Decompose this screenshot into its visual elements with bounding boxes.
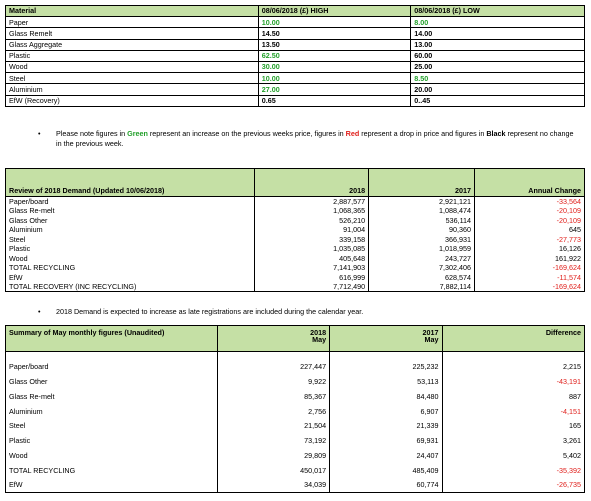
demand-header-title: Review of 2018 Demand (Updated 10/06/2018) xyxy=(6,169,255,197)
price-row xyxy=(6,28,585,39)
demand-header-row xyxy=(6,169,585,197)
may-2017: 24,407 xyxy=(330,448,442,463)
may-2017: 225,232 xyxy=(330,360,442,375)
demand-2017: 536,114 xyxy=(369,216,475,226)
may-difference: -4,151 xyxy=(442,404,584,419)
demand-material: TOTAL RECOVERY (INC RECYCLING) xyxy=(6,282,255,292)
price-high: 10.00 xyxy=(258,17,410,28)
may-row xyxy=(6,433,585,448)
may-header-difference: Difference xyxy=(442,326,584,352)
price-low: 14.00 xyxy=(411,28,585,39)
may-material: EfW xyxy=(6,478,218,493)
demand-2017: 7,882,114 xyxy=(369,282,475,292)
demand-material: EfW xyxy=(6,273,255,283)
price-material: Glass Aggregate xyxy=(6,39,259,50)
prices-table xyxy=(5,5,585,107)
price-high: 0.65 xyxy=(258,95,410,106)
may-2018: 21,504 xyxy=(217,419,329,434)
demand-2018: 2,887,577 xyxy=(254,197,368,207)
may-row xyxy=(6,478,585,493)
may-difference: -43,191 xyxy=(442,374,584,389)
demand-2017: 1,088,474 xyxy=(369,206,475,216)
may-2018: 227,447 xyxy=(217,360,329,375)
price-material: Wood xyxy=(6,61,259,72)
price-low: 20.00 xyxy=(411,84,585,95)
prices-header-high: 08/06/2018 (£) HIGH xyxy=(258,6,410,17)
demand-2017: 366,931 xyxy=(369,235,475,245)
demand-row xyxy=(6,273,585,283)
price-low: 13.00 xyxy=(411,39,585,50)
may-2017: 21,339 xyxy=(330,419,442,434)
demand-material: Glass Re-melt xyxy=(6,206,255,216)
may-material: Steel xyxy=(6,419,218,434)
may-header-row xyxy=(6,326,585,352)
may-header-2018-year: 2018 xyxy=(310,328,327,337)
price-high: 27.00 xyxy=(258,84,410,95)
price-high: 30.00 xyxy=(258,61,410,72)
demand-2017: 2,921,121 xyxy=(369,197,475,207)
demand-change: 16,126 xyxy=(475,244,585,254)
demand-change: -11,574 xyxy=(475,273,585,283)
note-black-word: Black xyxy=(486,129,506,138)
demand-row xyxy=(6,282,585,292)
price-material: Plastic xyxy=(6,50,259,61)
may-2017: 84,480 xyxy=(330,389,442,404)
may-2017: 60,774 xyxy=(330,478,442,493)
price-material: Aluminium xyxy=(6,84,259,95)
demand-material: Plastic xyxy=(6,244,255,254)
prices-header-material: Material xyxy=(6,6,259,17)
demand-change: -27,773 xyxy=(475,235,585,245)
may-2018: 29,809 xyxy=(217,448,329,463)
demand-2018: 1,068,365 xyxy=(254,206,368,216)
note-part-2: represent an increase on the previous weeks price, figures in xyxy=(147,129,346,138)
may-header-title: Summary of May monthly figures (Unaudited) xyxy=(6,326,218,352)
may-header-2017-month: May xyxy=(424,335,439,345)
demand-change: 645 xyxy=(475,225,585,235)
demand-material: Aluminium xyxy=(6,225,255,235)
may-2018: 73,192 xyxy=(217,433,329,448)
demand-row xyxy=(6,225,585,235)
demand-header-2018: 2018 xyxy=(254,169,368,197)
may-row xyxy=(6,389,585,404)
may-difference: 165 xyxy=(442,419,584,434)
demand-change: 161,922 xyxy=(475,254,585,264)
may-2018: 85,367 xyxy=(217,389,329,404)
demand-row xyxy=(6,206,585,216)
demand-row xyxy=(6,235,585,245)
may-2018: 9,922 xyxy=(217,374,329,389)
demand-change: -33,564 xyxy=(475,197,585,207)
price-row xyxy=(6,95,585,106)
may-material: Glass Re-melt xyxy=(6,389,218,404)
may-header-2017 xyxy=(330,326,442,352)
prices-header-row xyxy=(6,6,585,17)
may-row xyxy=(6,404,585,419)
price-material: Steel xyxy=(6,73,259,84)
demand-2017: 90,360 xyxy=(369,225,475,235)
may-2018: 2,756 xyxy=(217,404,329,419)
price-colour-note-text xyxy=(56,129,578,149)
note-part-3: represent a drop in price and figures in xyxy=(359,129,487,138)
demand-2018: 91,004 xyxy=(254,225,368,235)
price-row xyxy=(6,84,585,95)
may-material: Wood xyxy=(6,448,218,463)
demand-change: -169,624 xyxy=(475,282,585,292)
prices-header-low: 08/06/2018 (£) LOW xyxy=(411,6,585,17)
demand-2018: 526,210 xyxy=(254,216,368,226)
may-row xyxy=(6,419,585,434)
bullet-icon: • xyxy=(38,129,41,138)
spacer-cell xyxy=(217,352,329,360)
demand-2017: 7,302,406 xyxy=(369,263,475,273)
demand-2017: 1,018,959 xyxy=(369,244,475,254)
may-difference: -26,735 xyxy=(442,478,584,493)
may-2017: 6,907 xyxy=(330,404,442,419)
price-colour-note xyxy=(38,129,578,149)
demand-2017: 243,727 xyxy=(369,254,475,264)
may-2017: 53,113 xyxy=(330,374,442,389)
note-part-1: Please note figures in xyxy=(56,129,128,138)
price-low: 0..45 xyxy=(411,95,585,106)
demand-header-change: Annual Change xyxy=(475,169,585,197)
demand-2018: 7,141,903 xyxy=(254,263,368,273)
demand-2018: 339,158 xyxy=(254,235,368,245)
may-row xyxy=(6,448,585,463)
price-material: Glass Remelt xyxy=(6,28,259,39)
may-header-2018 xyxy=(217,326,329,352)
may-difference: 887 xyxy=(442,389,584,404)
demand-2018: 405,648 xyxy=(254,254,368,264)
demand-row xyxy=(6,216,585,226)
price-high: 62.50 xyxy=(258,50,410,61)
may-2017: 69,931 xyxy=(330,433,442,448)
may-header-2018-month: May xyxy=(312,335,327,345)
price-material: Paper xyxy=(6,17,259,28)
price-low: 8.50 xyxy=(411,73,585,84)
demand-material: Steel xyxy=(6,235,255,245)
demand-material: Glass Other xyxy=(6,216,255,226)
may-material: Glass Other xyxy=(6,374,218,389)
price-row xyxy=(6,39,585,50)
may-spacer-row xyxy=(6,352,585,360)
demand-note xyxy=(38,307,578,317)
price-high: 13.50 xyxy=(258,39,410,50)
price-row xyxy=(6,17,585,28)
price-low: 60.00 xyxy=(411,50,585,61)
demand-2018: 616,999 xyxy=(254,273,368,283)
demand-change: -20,109 xyxy=(475,206,585,216)
may-2018: 450,017 xyxy=(217,463,329,478)
may-difference: -35,392 xyxy=(442,463,584,478)
may-row xyxy=(6,360,585,375)
demand-table xyxy=(5,168,585,292)
demand-2018: 7,712,490 xyxy=(254,282,368,292)
demand-row xyxy=(6,254,585,264)
demand-2018: 1,035,085 xyxy=(254,244,368,254)
spacer-cell xyxy=(6,352,218,360)
price-row xyxy=(6,50,585,61)
demand-change: -20,109 xyxy=(475,216,585,226)
note-red-word: Red xyxy=(345,129,360,138)
may-material: Aluminium xyxy=(6,404,218,419)
spacer-cell xyxy=(442,352,584,360)
may-header-2017-year: 2017 xyxy=(422,328,439,337)
may-material: Paper/board xyxy=(6,360,218,375)
may-2017: 485,409 xyxy=(330,463,442,478)
may-difference: 5,402 xyxy=(442,448,584,463)
demand-material: Paper/board xyxy=(6,197,255,207)
demand-note-text: 2018 Demand is expected to increase as late registrations are included during the calendar year. xyxy=(56,307,364,316)
note-part-4: represent no change in the previous week. xyxy=(56,129,574,148)
bullet-icon: • xyxy=(38,307,41,316)
may-material: Plastic xyxy=(6,433,218,448)
price-low: 8.00 xyxy=(411,17,585,28)
may-summary-table xyxy=(5,325,585,493)
price-row xyxy=(6,73,585,84)
spacer-cell xyxy=(330,352,442,360)
note-green-word: Green xyxy=(127,129,148,138)
price-high: 10.00 xyxy=(258,73,410,84)
price-row xyxy=(6,61,585,72)
price-material: EfW (Recovery) xyxy=(6,95,259,106)
demand-row xyxy=(6,263,585,273)
may-difference: 3,261 xyxy=(442,433,584,448)
demand-header-2017: 2017 xyxy=(369,169,475,197)
may-material: TOTAL RECYCLING xyxy=(6,463,218,478)
demand-material: Wood xyxy=(6,254,255,264)
may-row xyxy=(6,463,585,478)
price-high: 14.50 xyxy=(258,28,410,39)
price-low: 25.00 xyxy=(411,61,585,72)
may-2018: 34,039 xyxy=(217,478,329,493)
may-difference: 2,215 xyxy=(442,360,584,375)
may-row xyxy=(6,374,585,389)
demand-2017: 628,574 xyxy=(369,273,475,283)
demand-material: TOTAL RECYCLING xyxy=(6,263,255,273)
demand-change: -169,624 xyxy=(475,263,585,273)
demand-row xyxy=(6,197,585,207)
demand-row xyxy=(6,244,585,254)
